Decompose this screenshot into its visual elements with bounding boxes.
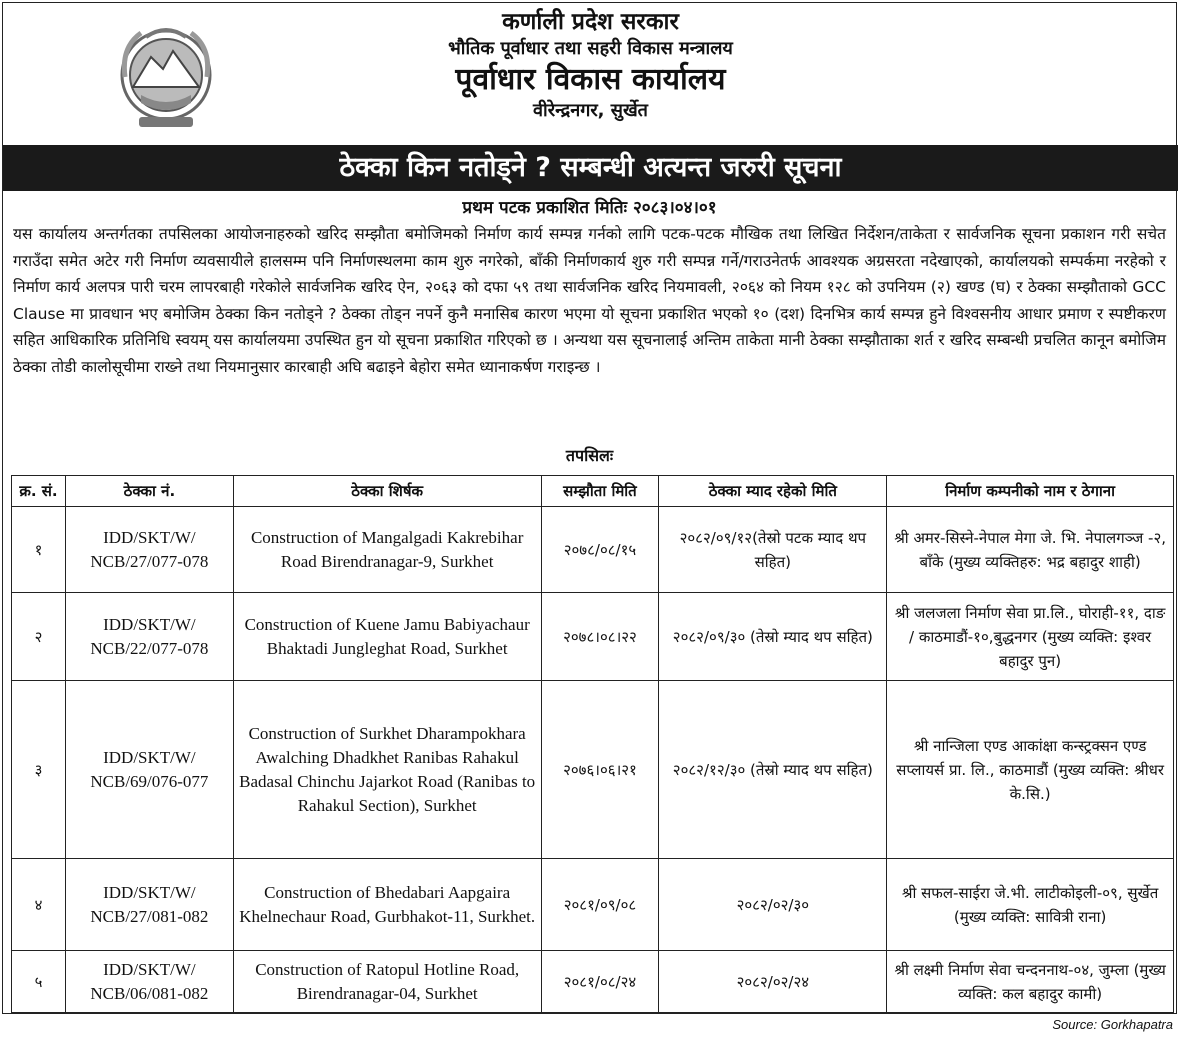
row-company: श्री अमर-सिस्ने-नेपाल मेगा जे. भि. नेपालगञ्ज -२, बाँके (मुख्य व्यक्तिहरु: भद्र बहादुर शाही) [887, 507, 1174, 593]
header-serial: क्र. सं. [12, 476, 66, 507]
row-contract-no: IDD/SKT/W/ NCB/06/081-082 [65, 951, 233, 1013]
header-company: निर्माण कम्पनीको नाम र ठेगाना [887, 476, 1174, 507]
row-expiry-date: २०८२/१२/३० (तेस्रो म्याद थप सहित) [659, 681, 887, 859]
table-row [12, 951, 1174, 1013]
row-serial: ४ [12, 859, 66, 951]
row-contract-title: Construction of Kuene Jamu Babiyachaur Bhaktadi Jungleghat Road, Surkhet [233, 593, 541, 681]
row-agreement-date: २०८१/०८/२४ [541, 951, 659, 1013]
office-title: पूर्वाधार विकास कार्यालय [455, 62, 726, 97]
notice-banner: ठेक्का किन नतोड्ने ? सम्बन्धी अत्यन्त जरुरी सूचना [3, 145, 1178, 191]
row-company: श्री नान्जिला एण्ड आकांक्षा कन्स्ट्रक्सन एण्ड सप्लायर्स प्रा. लि., काठमाडौं (मुख्य व्यक्ति: श्रीधर के.सि.) [887, 681, 1174, 859]
notice-body: यस कार्यालय अन्तर्गतका तपसिलका आयोजनाहरुको खरिद सम्झौता बमोजिमको निर्माण कार्य सम्पन्न गर्नको लागि पटक-पटक मौखिक तथा लिखित निर्देशन/ताकेता र सार्वजनिक सूचना प्रकाशन गरी सचेत गराउँदा समेत अटेर गरी निर्माण व्यवसायीले हालसम्म पनि निर्माणस्थलमा काम शुरु नगरेको, बाँकी निर्माणकार्य शुरु गरी सम्पन्न गर्ने/गराउनेतर्फ आवश्यक अग्रसरता नदेखाएको, कार्यालयको सम्पर्कमा नरहेको र निर्माण कार्य अलपत्र पारी चरम लापरबाही गरेकोले सार्वजनिक खरिद ऐन, २०६३ को दफा ५९ तथा सार्वजनिक खरिद नियमावली, २०६४ को नियम १२८ को उपनियम (२) खण्ड (घ) र ठेक्का सम्झौताको GCC Clause मा प्रावधान भए बमोजिम ठेक्का किन नतोड्ने ? ठेक्का तोड्न नपर्ने कुनै मनासिब कारण भएमा यो सूचना प्रकाशित भएको १० (दश) दिनभित्र कार्य सम्पन्न हुने विश्वसनीय आधार प्रमाण र स्पष्टीकरण सहित आधिकारिक प्रतिनिधि स्वयम् यस कार्यालयमा उपस्थित हुन यो सूचना प्रकाशित गरिएको छ । अन्यथा यस सूचनालाई अन्तिम ताकेता मानी ठेक्का सम्झौताका शर्त र खरिद सम्बन्धी प्रचलित कानून बमोजिम ठेक्का तोडी कालोसूचीमा राख्ने तथा नियमानुसार कारबाही अघि बढाइने बेहोरा समेत ध्यानाकर्षण गराइन्छ । [13, 225, 1166, 376]
row-expiry-date: २०८२/०२/३० [659, 859, 887, 951]
row-expiry-date: २०८२/०२/२४ [659, 951, 887, 1013]
table-row [12, 681, 1174, 859]
row-agreement-date: २०८१/०९/०८ [541, 859, 659, 951]
row-company: श्री जलजला निर्माण सेवा प्रा.लि., घोराही-११, दाङ / काठमाडौं-१०,बुद्धनगर (मुख्य व्यक्ति: इश्वर बहादुर पुन) [887, 593, 1174, 681]
published-date: प्रथम पटक प्रकाशित मितिः २०८३।०४।०१ [462, 198, 717, 218]
row-contract-no: IDD/SKT/W/ NCB/27/081-082 [65, 859, 233, 951]
row-serial: ३ [12, 681, 66, 859]
row-serial: २ [12, 593, 66, 681]
notice-header [3, 3, 1178, 143]
row-serial: १ [12, 507, 66, 593]
row-serial: ५ [12, 951, 66, 1013]
row-contract-title: Construction of Surkhet Dharampokhara Awalching Dhadkhet Ranibas Rahakul Badasal Chinchu Jajarkot Road (Ranibas to Rahakul Section), Surkhet [233, 681, 541, 859]
row-contract-no: IDD/SKT/W/ NCB/69/076-077 [65, 681, 233, 859]
header-contract-title: ठेक्का शिर्षक [233, 476, 541, 507]
details-heading: तपसिलः [565, 446, 614, 465]
header-line-1: कर्णाली प्रदेश सरकार [502, 9, 679, 35]
header-agreement-date: सम्झौता मिति [541, 476, 659, 507]
header-line-2: भौतिक पूर्वाधार तथा सहरी विकास मन्त्रालय [448, 38, 733, 59]
row-agreement-date: २०७६।०६।२१ [541, 681, 659, 859]
row-company: श्री लक्ष्मी निर्माण सेवा चन्दननाथ-०४, जुम्ला (मुख्य व्यक्ति: कल बहादुर कामी) [887, 951, 1174, 1013]
row-contract-title: Construction of Ratopul Hotline Road, Birendranagar-04, Surkhet [233, 951, 541, 1013]
row-contract-no: IDD/SKT/W/ NCB/27/077-078 [65, 507, 233, 593]
row-agreement-date: २०७८/०८/१५ [541, 507, 659, 593]
table-row [12, 507, 1174, 593]
contracts-table [11, 475, 1174, 1013]
header-contract-no: ठेक्का नं. [65, 476, 233, 507]
row-contract-no: IDD/SKT/W/ NCB/22/077-078 [65, 593, 233, 681]
row-agreement-date: २०७८।०८।२२ [541, 593, 659, 681]
row-expiry-date: २०८२/०९/१२(तेस्रो पटक म्याद थप सहित) [659, 507, 887, 593]
row-contract-title: Construction of Bhedabari Aapgaira Khelnechaur Road, Gurbhakot-11, Surkhet. [233, 859, 541, 951]
table-row [12, 593, 1174, 681]
row-contract-title: Construction of Mangalgadi Kakrebihar Road Birendranagar-9, Surkhet [233, 507, 541, 593]
office-location: वीरेन्द्रनगर, सुर्खेत [533, 100, 648, 121]
row-expiry-date: २०८२/०९/३० (तेस्रो म्याद थप सहित) [659, 593, 887, 681]
header-expiry-date: ठेक्का म्याद रहेको मिति [659, 476, 887, 507]
table-header-row [12, 476, 1174, 507]
source-credit: Source: Gorkhapatra [1052, 1017, 1173, 1032]
notice-frame [2, 2, 1177, 1014]
row-company: श्री सफल-साईरा जे.भी. लाटीकोइली-०९, सुर्खेत (मुख्य व्यक्ति: सावित्री राना) [887, 859, 1174, 951]
table-row [12, 859, 1174, 951]
